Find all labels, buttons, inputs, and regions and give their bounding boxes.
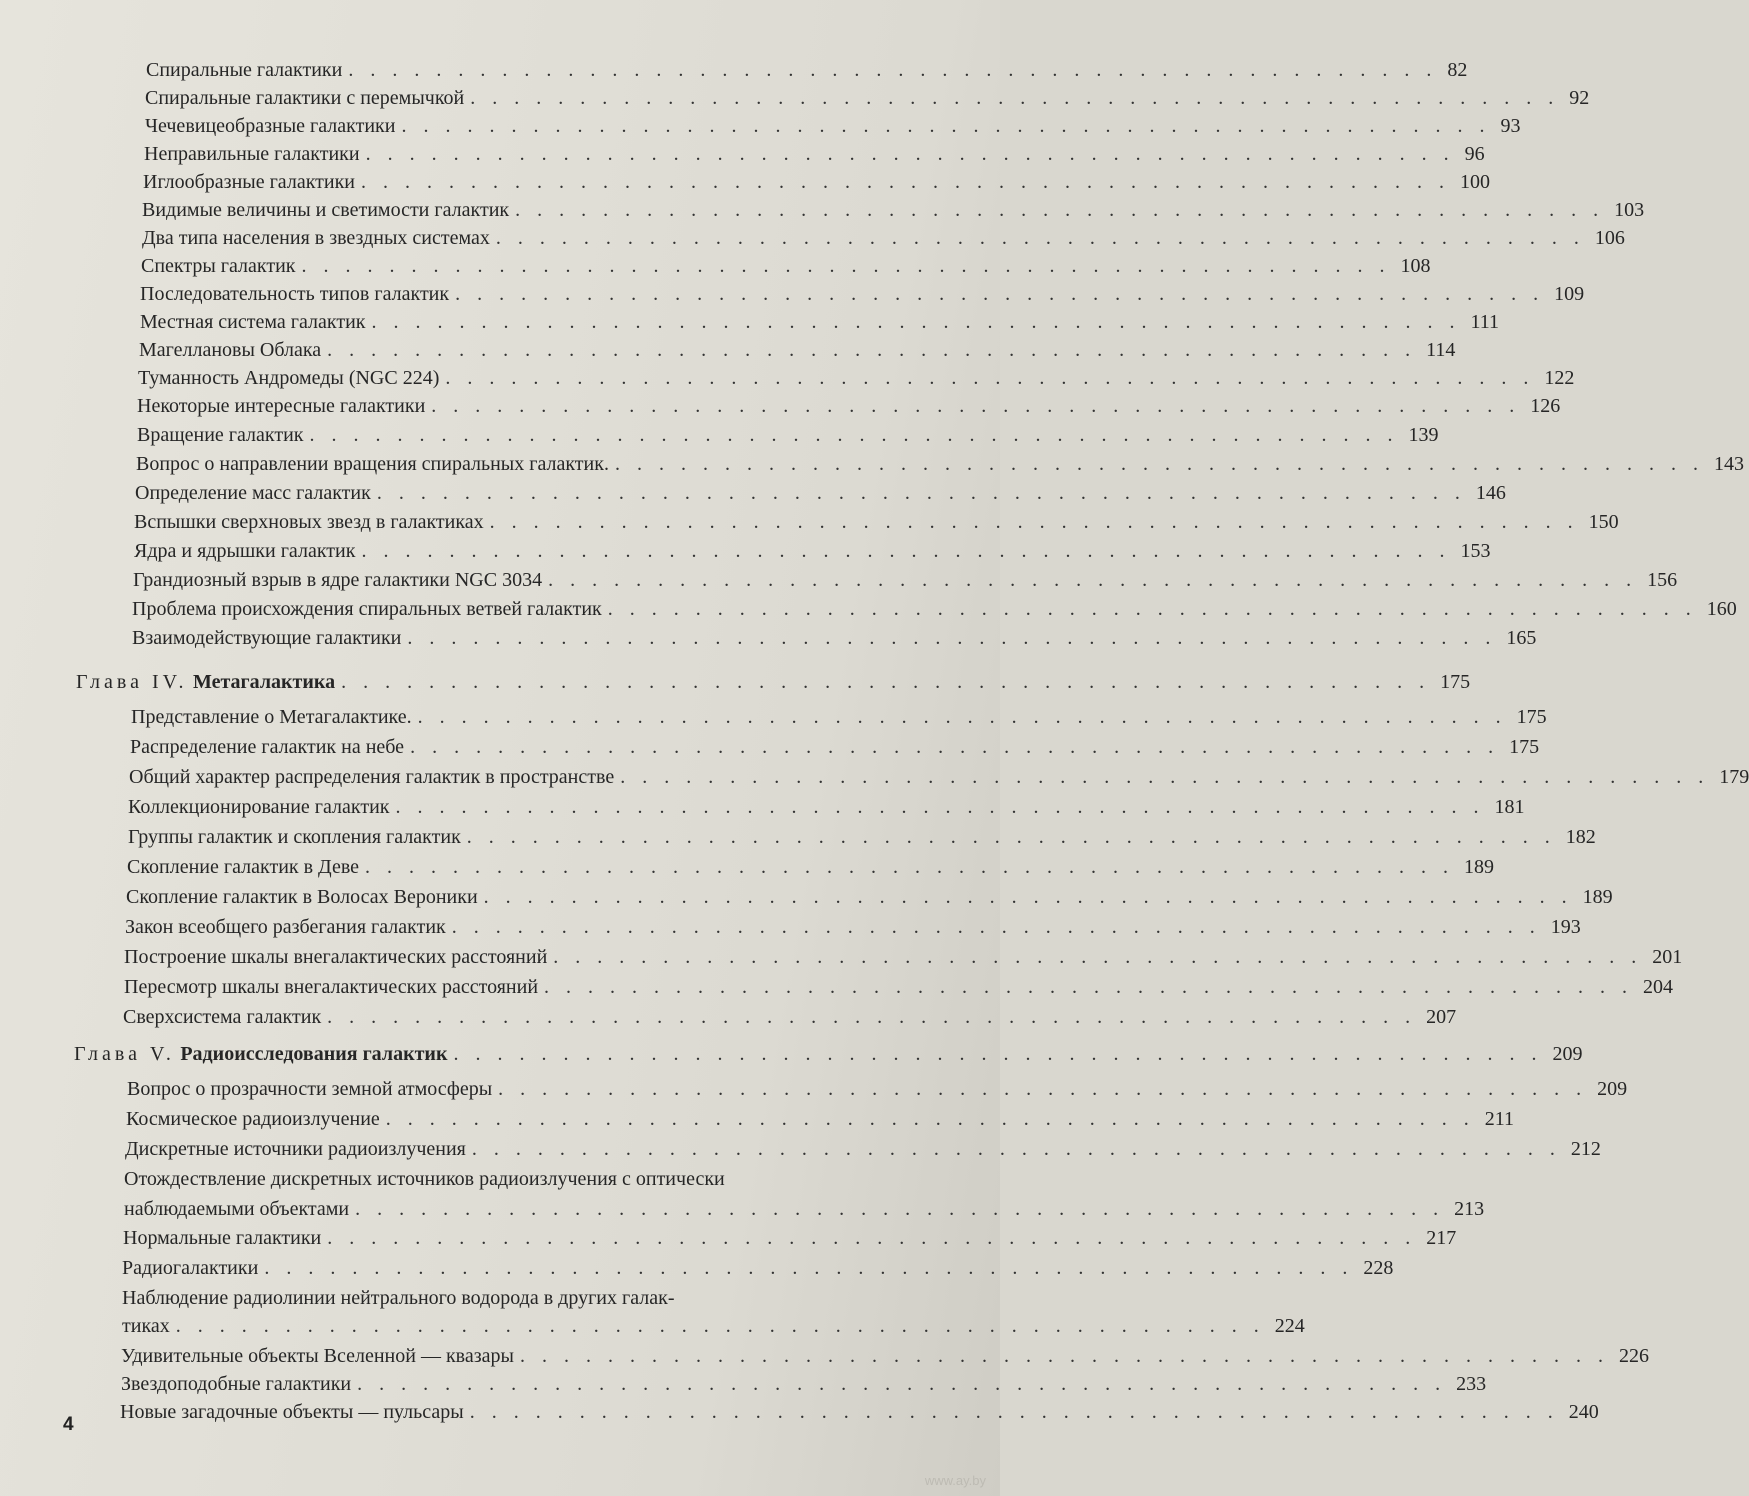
toc-entry [132,597,1737,621]
toc-entry [133,568,1678,592]
leader-dots: . . . . . . . . . . . . . . . . . . . . . . . . . . . . . . . . . . . . . . . . . . . . . . . . . . [620,766,1710,788]
toc-entry-page: 182 [1565,826,1596,848]
chapter-heading [76,670,1471,694]
toc-entry-title: Сверхсистема галактик [123,1006,322,1028]
leader-dots: . . . . . . . . . . . . . . . . . . . . . . . . . . . . . . . . . . . . . . . . . . . . . . . . . . [471,1138,1561,1160]
toc-entry [123,1005,1457,1029]
toc-entry-page: 193 [1550,916,1581,938]
leader-dots: . . . . . . . . . . . . . . . . . . . . . . . . . . . . . . . . . . . . . . . . . . . . . . . . . . [385,1108,1475,1130]
leader-dots: . . . . . . . . . . . . . . . . . . . . . . . . . . . . . . . . . . . . . . . . . . . . . . . . . . [431,395,1521,417]
leader-dots: . . . . . . . . . . . . . . . . . . . . . . . . . . . . . . . . . . . . . . . . . . . . . . . . . . [301,255,1391,277]
toc-entry-page: 106 [1594,227,1625,249]
toc-entry [137,423,1439,447]
toc-entry-page: 109 [1554,283,1585,305]
toc-entry-page: 92 [1569,87,1590,109]
toc-entry-title: Туманность Андромеды (NGC 224) [138,367,440,389]
leader-dots: . . . . . . . . . . . . . . . . . . . . . . . . . . . . . . . . . . . . . . . . . . . . . . . . . . [361,171,1451,193]
toc-entry-title: Распределение галактик на небе [130,736,405,758]
leader-dots: . . . . . . . . . . . . . . . . . . . . . . . . . . . . . . . . . . . . . . . . . . . . . . . . . . [341,671,1431,693]
toc-entry [125,1137,1601,1161]
toc-entry-page: 108 [1400,255,1431,277]
leader-dots: . . . . . . . . . . . . . . . . . . . . . . . . . . . . . . . . . . . . . . . . . . . . . . . . . . [407,627,1497,649]
toc-entry-page: 175 [1516,706,1547,728]
toc-entry-title: Скопление галактик в Деве [127,856,360,878]
leader-dots: . . . . . . . . . . . . . . . . . . . . . . . . . . . . . . . . . . . . . . . . . . . . . . . . . . [483,886,1573,908]
leader-dots: . . . . . . . . . . . . . . . . . . . . . . . . . . . . . . . . . . . . . . . . . . . . . . . . . . [355,1198,1445,1220]
leader-dots: . . . . . . . . . . . . . . . . . . . . . . . . . . . . . . . . . . . . . . . . . . . . . . . . . . [515,199,1605,221]
toc-entry-page: 122 [1544,367,1575,389]
toc-entry-page: 139 [1408,424,1439,446]
chapter-title: Метагалактика [193,671,336,693]
toc-entry [135,481,1506,505]
toc-entry [137,394,1561,418]
leader-dots: . . . . . . . . . . . . . . . . . . . . . . . . . . . . . . . . . . . . . . . . . . . . . . . . . . [445,367,1535,389]
toc-entry [122,1256,1394,1280]
toc-entry-title: Определение масс галактик [135,482,371,504]
leader-dots: . . . . . . . . . . . . . . . . . . . . . . . . . . . . . . . . . . . . . . . . . . . . . . . . . . [410,736,1500,758]
leader-dots: . . . . . . . . . . . . . . . . . . . . . . . . . . . . . . . . . . . . . . . . . . . . . . . . . . [466,826,1556,848]
toc-entry-title: Взаимодействующие галактики [132,627,402,649]
chapter-page: 209 [1552,1043,1583,1065]
toc-entry-title: Вспышки сверхновых звезд в галактиках [134,511,484,533]
toc-entry-page: 160 [1706,598,1737,620]
toc-entry-page: 165 [1506,627,1537,649]
leader-dots: . . . . . . . . . . . . . . . . . . . . . . . . . . . . . . . . . . . . . . . . . . . . . . . . . . [453,1043,1543,1065]
toc-entry [144,142,1485,166]
toc-entry-page: 209 [1597,1078,1628,1100]
toc-entry-title: Группы галактик и скопления галактик [128,826,461,848]
chapter-label: Глава IV. [76,671,188,693]
toc-entry-page: 217 [1426,1227,1457,1249]
leader-dots: . . . . . . . . . . . . . . . . . . . . . . . . . . . . . . . . . . . . . . . . . . . . . . . . . . [401,115,1491,137]
toc-entry-title: Коллекционирование галактик [128,796,390,818]
leader-dots: . . . . . . . . . . . . . . . . . . . . . . . . . . . . . . . . . . . . . . . . . . . . . . . . . . [489,511,1579,533]
toc-entry [124,975,1674,999]
toc-entry [143,170,1491,194]
chapter-heading [74,1042,1583,1066]
toc-entry [145,86,1590,110]
leader-dots: . . . . . . . . . . . . . . . . . . . . . . . . . . . . . . . . . . . . . . . . . . . . . . . . . . [327,339,1417,361]
toc-entry [121,1344,1649,1368]
toc-entry [126,885,1613,909]
toc-entry-title: Новые загадочные объекты — пульсары [120,1401,464,1423]
leader-dots: . . . . . . . . . . . . . . . . . . . . . . . . . . . . . . . . . . . . . . . . . . . . . . . . . . [614,453,1704,475]
leader-dots: . . . . . . . . . . . . . . . . . . . . . . . . . . . . . . . . . . . . . . . . . . . . . . . . . . [357,1373,1447,1395]
leader-dots: . . . . . . . . . . . . . . . . . . . . . . . . . . . . . . . . . . . . . . . . . . . . . . . . . . [309,424,1399,446]
chapter-title: Радиоисследования галактик [180,1043,448,1065]
toc-entry-title: Два типа населения в звездных системах [142,227,490,249]
toc-entry-page: 96 [1464,143,1485,165]
toc-entry [127,855,1495,879]
leader-dots: . . . . . . . . . . . . . . . . . . . . . . . . . . . . . . . . . . . . . . . . . . . . . . . . . . [376,482,1466,504]
toc-entry-page: 201 [1652,946,1683,968]
toc-entry-title: Спиральные галактики с перемычкой [145,87,465,109]
toc-entry-title: Магеллановы Облака [139,339,322,361]
toc-entry [128,825,1596,849]
toc-entry-line1: Отождествление дискретных источников радиоизлучения с оптически [124,1168,725,1190]
toc-entry-title: Удивительные объекты Вселенной — квазары [121,1345,514,1367]
leader-dots: . . . . . . . . . . . . . . . . . . . . . . . . . . . . . . . . . . . . . . . . . . . . . . . . . . [417,706,1507,728]
toc-entry-title: Нормальные галактики [123,1227,322,1249]
toc-entry-title: Радиогалактики [122,1257,259,1279]
toc-entry [120,1400,1599,1424]
toc-entry-page: 228 [1363,1257,1394,1279]
toc-entry-page: 189 [1582,886,1613,908]
toc-entry [142,226,1625,250]
leader-dots: . . . . . . . . . . . . . . . . . . . . . . . . . . . . . . . . . . . . . . . . . . . . . . . . . . [395,796,1485,818]
toc-entry [140,310,1500,334]
toc-entry [129,765,1749,789]
toc-entry-page: 156 [1647,569,1678,591]
toc-entry [134,539,1491,563]
toc-entry [139,338,1456,362]
leader-dots: . . . . . . . . . . . . . . . . . . . . . . . . . . . . . . . . . . . . . . . . . . . . . . . . . . [264,1257,1354,1279]
toc-entry [145,114,1521,138]
toc-entry-title: Пересмотр шкалы внегалактических расстояний [124,976,539,998]
leader-dots: . . . . . . . . . . . . . . . . . . . . . . . . . . . . . . . . . . . . . . . . . . . . . . . . . . [495,227,1585,249]
toc-entry-title: Чечевицеобразные галактики [145,115,396,137]
toc-entry-page: 179 [1719,766,1749,788]
toc-entry [131,705,1547,729]
toc-entry-page: 240 [1568,1401,1599,1423]
toc-entry-title: Космическое радиоизлучение [126,1108,380,1130]
leader-dots: . . . . . . . . . . . . . . . . . . . . . . . . . . . . . . . . . . . . . . . . . . . . . . . . . . [455,283,1545,305]
leader-dots: . . . . . . . . . . . . . . . . . . . . . . . . . . . . . . . . . . . . . . . . . . . . . . . . . . [607,598,1697,620]
toc-entry-page: 93 [1500,115,1521,137]
leader-dots: . . . . . . . . . . . . . . . . . . . . . . . . . . . . . . . . . . . . . . . . . . . . . . . . . . [451,916,1541,938]
leader-dots: . . . . . . . . . . . . . . . . . . . . . . . . . . . . . . . . . . . . . . . . . . . . . . . . . . [175,1315,1265,1337]
toc-entry-line1: Наблюдение радиолинии нейтрального водорода в других галак- [122,1287,675,1309]
toc-entry [127,1077,1628,1101]
toc-entry-page: 233 [1456,1373,1487,1395]
toc-entry-title: Вопрос о прозрачности земной атмосферы [127,1078,493,1100]
toc-entry [124,1197,1485,1221]
toc-entry-title: Последовательность типов галактик [140,283,450,305]
leader-dots: . . . . . . . . . . . . . . . . . . . . . . . . . . . . . . . . . . . . . . . . . . . . . . . . . . [371,311,1461,333]
toc-entry-page: 150 [1588,511,1619,533]
toc-entry-page: 212 [1570,1138,1601,1160]
chapter-label: Глава V. [74,1043,175,1065]
toc-entry-title: Спектры галактик [141,255,296,277]
toc-entry-page: 100 [1460,171,1491,193]
watermark: www.ay.by [924,1473,986,1488]
toc-entry-title: Ядра и ядрышки галактик [134,540,356,562]
leader-dots: . . . . . . . . . . . . . . . . . . . . . . . . . . . . . . . . . . . . . . . . . . . . . . . . . . [365,856,1455,878]
toc-entry-page: 114 [1426,339,1456,361]
leader-dots: . . . . . . . . . . . . . . . . . . . . . . . . . . . . . . . . . . . . . . . . . . . . . . . . . . [327,1227,1417,1249]
toc-entry [126,1107,1515,1131]
toc-entry-title: Закон всеобщего разбегания галактик [125,916,446,938]
leader-dots: . . . . . . . . . . . . . . . . . . . . . . . . . . . . . . . . . . . . . . . . . . . . . . . . . . [469,1401,1559,1423]
leader-dots: . . . . . . . . . . . . . . . . . . . . . . . . . . . . . . . . . . . . . . . . . . . . . . . . . . [553,946,1643,968]
toc-entry-title: Дискретные источники радиоизлучения [125,1138,466,1160]
toc-entry-title: Иглообразные галактики [143,171,356,193]
toc-entry-title: Вращение галактик [137,424,304,446]
leader-dots: . . . . . . . . . . . . . . . . . . . . . . . . . . . . . . . . . . . . . . . . . . . . . . . . . . [365,143,1455,165]
leader-dots: . . . . . . . . . . . . . . . . . . . . . . . . . . . . . . . . . . . . . . . . . . . . . . . . . . [470,87,1560,109]
toc-entry [138,366,1575,390]
leader-dots: . . . . . . . . . . . . . . . . . . . . . . . . . . . . . . . . . . . . . . . . . . . . . . . . . . [361,540,1451,562]
toc-entry [141,254,1431,278]
toc-entry [121,1372,1487,1396]
chapter-page: 175 [1440,671,1471,693]
toc-entry-page: 126 [1530,395,1561,417]
toc-entry-page: 153 [1460,540,1491,562]
toc-entry-title: Звездоподобные галактики [121,1373,352,1395]
leader-dots: . . . . . . . . . . . . . . . . . . . . . . . . . . . . . . . . . . . . . . . . . . . . . . . . . . [327,1006,1417,1028]
toc-entry [132,626,1537,650]
toc-entry-title: Спиральные галактики [146,59,343,81]
toc-entry-title: Вопрос о направлении вращения спиральных галактик. [136,453,609,475]
toc-entry [140,282,1585,306]
toc-entry-title: Некоторые интересные галактики [137,395,426,417]
toc-entry-title: Представление о Метагалактике. [131,706,412,728]
leader-dots: . . . . . . . . . . . . . . . . . . . . . . . . . . . . . . . . . . . . . . . . . . . . . . . . . . [519,1345,1609,1367]
toc-entry-page: 211 [1484,1108,1515,1130]
toc-entry-page: 224 [1274,1315,1305,1337]
toc-entry-page: 181 [1494,796,1525,818]
toc-entry [125,915,1581,939]
toc-entry [128,795,1525,819]
toc-entry-page: 213 [1454,1198,1485,1220]
toc-entry-title: Местная система галактик [140,311,366,333]
toc-entry-page: 175 [1509,736,1540,758]
toc-entry-page: 143 [1713,453,1744,475]
toc-entry [134,510,1619,534]
toc-entry-title: Проблема происхождения спиральных ветвей галактик [132,598,602,620]
toc-entry-title: Построение шкалы внегалактических расстояний [124,946,548,968]
leader-dots: . . . . . . . . . . . . . . . . . . . . . . . . . . . . . . . . . . . . . . . . . . . . . . . . . . [544,976,1634,998]
toc-entry [124,945,1683,969]
toc-entry-title: наблюдаемыми объектами [124,1198,350,1220]
toc-entry [122,1314,1305,1338]
toc-entry-page: 103 [1614,199,1645,221]
page-number: 4 [63,1414,74,1435]
toc-entry [136,452,1744,476]
toc-entry [146,58,1468,82]
toc-entry [142,198,1645,222]
toc-entry-page: 226 [1618,1345,1649,1367]
leader-dots: . . . . . . . . . . . . . . . . . . . . . . . . . . . . . . . . . . . . . . . . . . . . . . . . . . [348,59,1438,81]
leader-dots: . . . . . . . . . . . . . . . . . . . . . . . . . . . . . . . . . . . . . . . . . . . . . . . . . . [498,1078,1588,1100]
toc-entry-title: Грандиозный взрыв в ядре галактики NGC 3034 [133,569,543,591]
toc-entry-page: 204 [1643,976,1674,998]
toc-entry-title: тиках [122,1315,170,1337]
toc-entry-page: 111 [1470,311,1500,333]
toc-entry-page: 189 [1464,856,1495,878]
toc-entry-title: Скопление галактик в Волосах Вероники [126,886,478,908]
toc-entry-page: 207 [1426,1006,1457,1028]
toc-entry-title: Общий характер распределения галактик в пространстве [129,766,615,788]
toc-entry-page: 82 [1447,59,1468,81]
toc-entry-title: Неправильные галактики [144,143,360,165]
toc-entry-title: Видимые величины и светимости галактик [142,199,510,221]
leader-dots: . . . . . . . . . . . . . . . . . . . . . . . . . . . . . . . . . . . . . . . . . . . . . . . . . . [548,569,1638,591]
toc-entry-page: 146 [1475,482,1506,504]
toc-entry [130,735,1540,759]
toc-entry [123,1226,1457,1250]
